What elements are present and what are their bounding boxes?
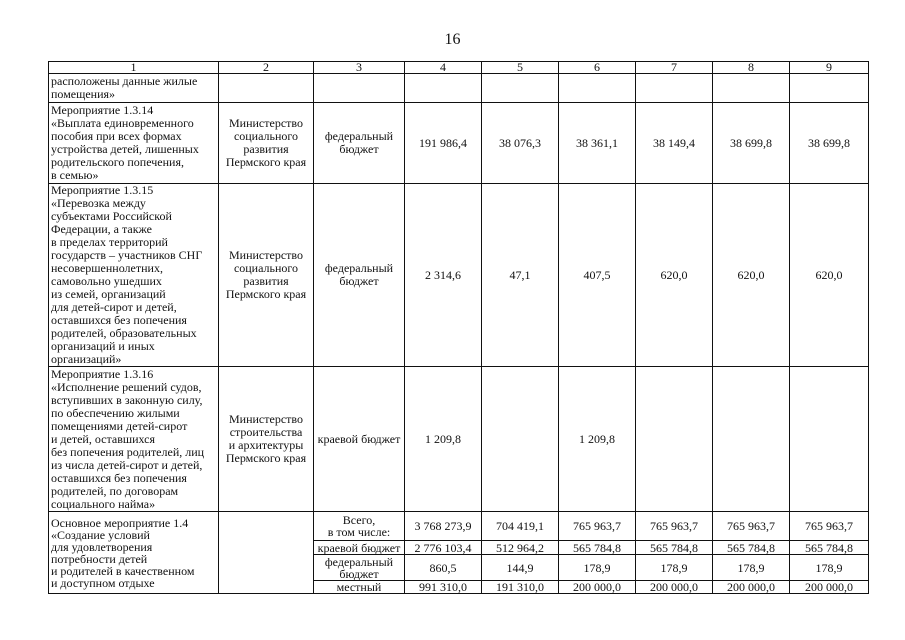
value-cell	[790, 74, 869, 103]
header-cell: 4	[405, 62, 482, 74]
value-cell: 991 310,0	[405, 581, 482, 594]
value-cell: 765 963,7	[790, 512, 869, 541]
table-row	[49, 103, 869, 184]
header-cell: 9	[790, 62, 869, 74]
value-cell: 620,0	[790, 184, 869, 367]
header-cell: 7	[636, 62, 713, 74]
value-cell: 38 699,8	[713, 103, 790, 184]
value-cell	[405, 74, 482, 103]
source-cell: местный	[314, 581, 405, 594]
source-cell: краевой бюджет	[314, 367, 405, 512]
value-cell	[636, 367, 713, 512]
value-cell: 3 768 273,9	[405, 512, 482, 541]
header-cell: 1	[49, 62, 219, 74]
source-cell: федеральный бюджет	[314, 555, 405, 581]
value-cell: 765 963,7	[559, 512, 636, 541]
table-row	[49, 367, 869, 512]
value-cell	[482, 74, 559, 103]
value-cell: 2 776 103,4	[405, 541, 482, 555]
value-cell: 200 000,0	[636, 581, 713, 594]
value-cell: 38 076,3	[482, 103, 559, 184]
value-cell: 1 209,8	[405, 367, 482, 512]
page-number: 16	[444, 31, 461, 48]
source-cell: краевой бюджет	[314, 541, 405, 555]
value-cell: 860,5	[405, 555, 482, 581]
value-cell: 178,9	[713, 555, 790, 581]
value-cell: 704 419,1	[482, 512, 559, 541]
table-row	[49, 74, 869, 103]
value-cell: 191 310,0	[482, 581, 559, 594]
value-cell: 512 964,2	[482, 541, 559, 555]
event-name: Основное мероприятие 1.4 «Создание условий для удовлетворения потребности детей и родителей в качественном и доступном отдыхе	[49, 512, 219, 594]
table-row	[49, 512, 869, 541]
executor-cell: Министерство строительства и архитектуры Пермского края	[219, 367, 314, 512]
value-cell	[790, 367, 869, 512]
value-cell	[713, 367, 790, 512]
value-cell: 620,0	[713, 184, 790, 367]
header-cell: 5	[482, 62, 559, 74]
source-cell: федеральный бюджет	[314, 184, 405, 367]
value-cell: 765 963,7	[713, 512, 790, 541]
table-row	[49, 184, 869, 367]
value-cell: 620,0	[636, 184, 713, 367]
value-cell: 38 361,1	[559, 103, 636, 184]
source-cell: Всего, в том числе:	[314, 512, 405, 541]
value-cell: 1 209,8	[559, 367, 636, 512]
value-cell: 178,9	[559, 555, 636, 581]
executor-cell: Министерство социального развития Пермского края	[219, 184, 314, 367]
event-name: Мероприятие 1.3.16 «Исполнение решений судов, вступивших в законную силу, по обеспечению жилыми помещениями детей-сирот и детей, оставшихся без попечения родителей, лиц из числа детей-сирот и детей, оставшихся без попечения родителей, по договорам социального найма»	[49, 367, 219, 512]
value-cell: 38 149,4	[636, 103, 713, 184]
value-cell: 765 963,7	[636, 512, 713, 541]
event-name: Мероприятие 1.3.14 «Выплата единовременного пособия при всех формах устройства детей, лишенных родительского попечения, в семью»	[49, 103, 219, 184]
event-name: расположены данные жилые помещения»	[49, 74, 219, 103]
value-cell	[636, 74, 713, 103]
header-row	[49, 62, 869, 74]
value-cell	[559, 74, 636, 103]
value-cell: 200 000,0	[559, 581, 636, 594]
value-cell: 565 784,8	[559, 541, 636, 555]
source-cell	[314, 74, 405, 103]
value-cell: 144,9	[482, 555, 559, 581]
value-cell: 565 784,8	[636, 541, 713, 555]
value-cell: 178,9	[636, 555, 713, 581]
value-cell: 565 784,8	[790, 541, 869, 555]
value-cell: 565 784,8	[713, 541, 790, 555]
value-cell: 407,5	[559, 184, 636, 367]
value-cell	[482, 367, 559, 512]
executor-cell: Министерство социального развития Пермского края	[219, 103, 314, 184]
value-cell: 200 000,0	[713, 581, 790, 594]
source-cell: федеральный бюджет	[314, 103, 405, 184]
value-cell: 191 986,4	[405, 103, 482, 184]
value-cell: 38 699,8	[790, 103, 869, 184]
value-cell: 178,9	[790, 555, 869, 581]
executor-cell	[219, 74, 314, 103]
value-cell: 2 314,6	[405, 184, 482, 367]
executor-cell	[219, 512, 314, 594]
budget-table	[48, 61, 869, 594]
header-cell: 3	[314, 62, 405, 74]
header-cell: 8	[713, 62, 790, 74]
value-cell: 200 000,0	[790, 581, 869, 594]
event-name: Мероприятие 1.3.15 «Перевозка между субъектами Российской Федерации, а также в пределах территорий государств – участников СНГ несовершеннолетних, самовольно ушедших из семей, организаций для детей-сирот и детей, оставшихся без попечения родителей, образовательных организаций и иных организаций»	[49, 184, 219, 367]
value-cell: 47,1	[482, 184, 559, 367]
header-cell: 6	[559, 62, 636, 74]
header-cell: 2	[219, 62, 314, 74]
value-cell	[713, 74, 790, 103]
